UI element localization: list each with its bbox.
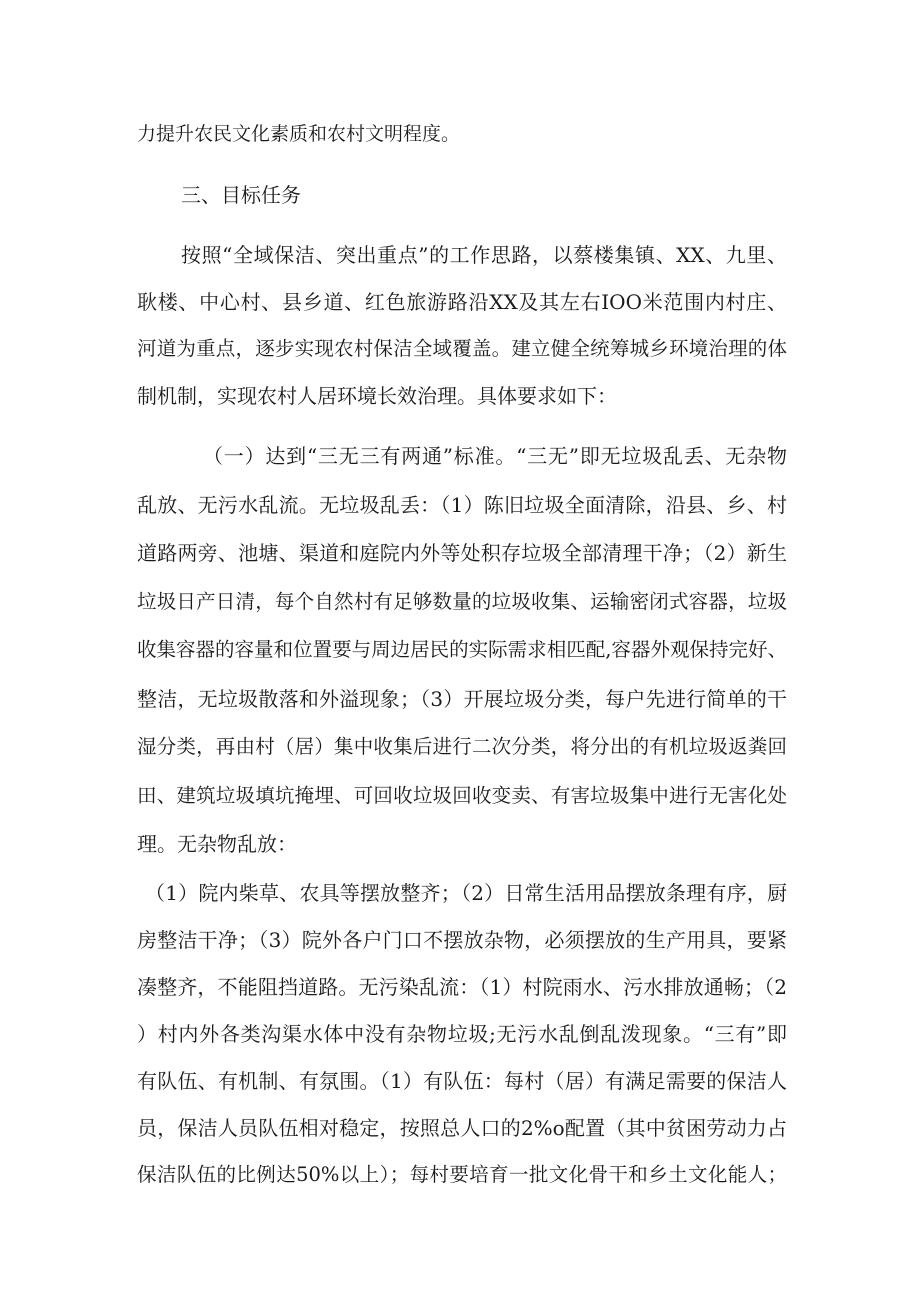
text-line: 有队伍、有机制、有氛围。（1）有队伍：每村（居）有满足需要的保洁人 <box>137 1069 787 1093</box>
text-line: 房整洁干净；（3）院外各户门口不摆放杂物，必须摆放的生产用具，要紧 <box>137 928 787 952</box>
text-line: 凑整齐，不能阻挡道路。无污染乱流：（1）村院雨水、污水排放通畅；（2 <box>137 975 787 999</box>
text-line: 道路两旁、池塘、渠道和庭院内外等处积存垃圾全部清理干净；（2）新生 <box>137 541 787 565</box>
section-heading: 三、目标任务 <box>181 183 301 207</box>
text-line: 制机制，实现农村人居环境长效治理。具体要求如下： <box>137 384 617 408</box>
text-line: （一）达到“三无三有两通”标准。“三无”即无垃圾乱丢、无杂物 <box>203 444 787 468</box>
text-line: 保洁队伍的比例达50%以上）；每村要培育一批文化骨干和乡土文化能人； <box>137 1163 787 1186</box>
text-line: 湿分类，再由村（居）集中收集后进行二次分类，将分出的有机垃圾返粪回 <box>137 735 787 758</box>
text-line: 整洁，无垃圾散落和外溢现象；（3）开展垃圾分类，每户先进行简单的干 <box>137 687 787 711</box>
text-line: 力提升农民文化素质和农村文明程度。 <box>137 123 461 145</box>
text-line: 垃圾日产日清，每个自然村有足够数量的垃圾收集、运输密闭式容器，垃圾 <box>137 590 787 613</box>
text-line: （1）院内柴草、农具等摆放整齐；（2）日常生活用品摆放条理有序，厨 <box>145 881 787 905</box>
text-line: 河道为重点，逐步实现农村保洁全域覆盖。建立健全统筹城乡环境治理的体 <box>137 337 787 360</box>
text-line: 田、建筑垃圾填坑掩埋、可回收垃圾回收变卖、有害垃圾集中进行无害化处 <box>137 784 787 807</box>
text-line: 理。无杂物乱放： <box>137 832 297 856</box>
text-line: 按照“全域保洁、突出重点”的工作思路，以蔡楼集镇、XX、九里、 <box>181 243 787 267</box>
text-line: 收集容器的容量和位置要与周边居民的实际需求相匹配,容器外观保持完好、 <box>137 638 787 661</box>
text-line: 员，保洁人员队伍相对稳定，按照总人口的2%o配置（其中贫困劳动力占 <box>137 1116 787 1140</box>
text-line: 耿楼、中心村、县乡道、红色旅游路沿XX及其左右IOO米范围内村庄、 <box>137 290 787 314</box>
text-line: 乱放、无污水乱流。无垃圾乱丢：（1）陈旧垃圾全面清除，沿县、乡、村 <box>137 493 787 517</box>
text-line: ）村内外各类沟渠水体中没有杂物垃圾;无污水乱倒乱泼现象。“三有”即 <box>137 1022 787 1046</box>
